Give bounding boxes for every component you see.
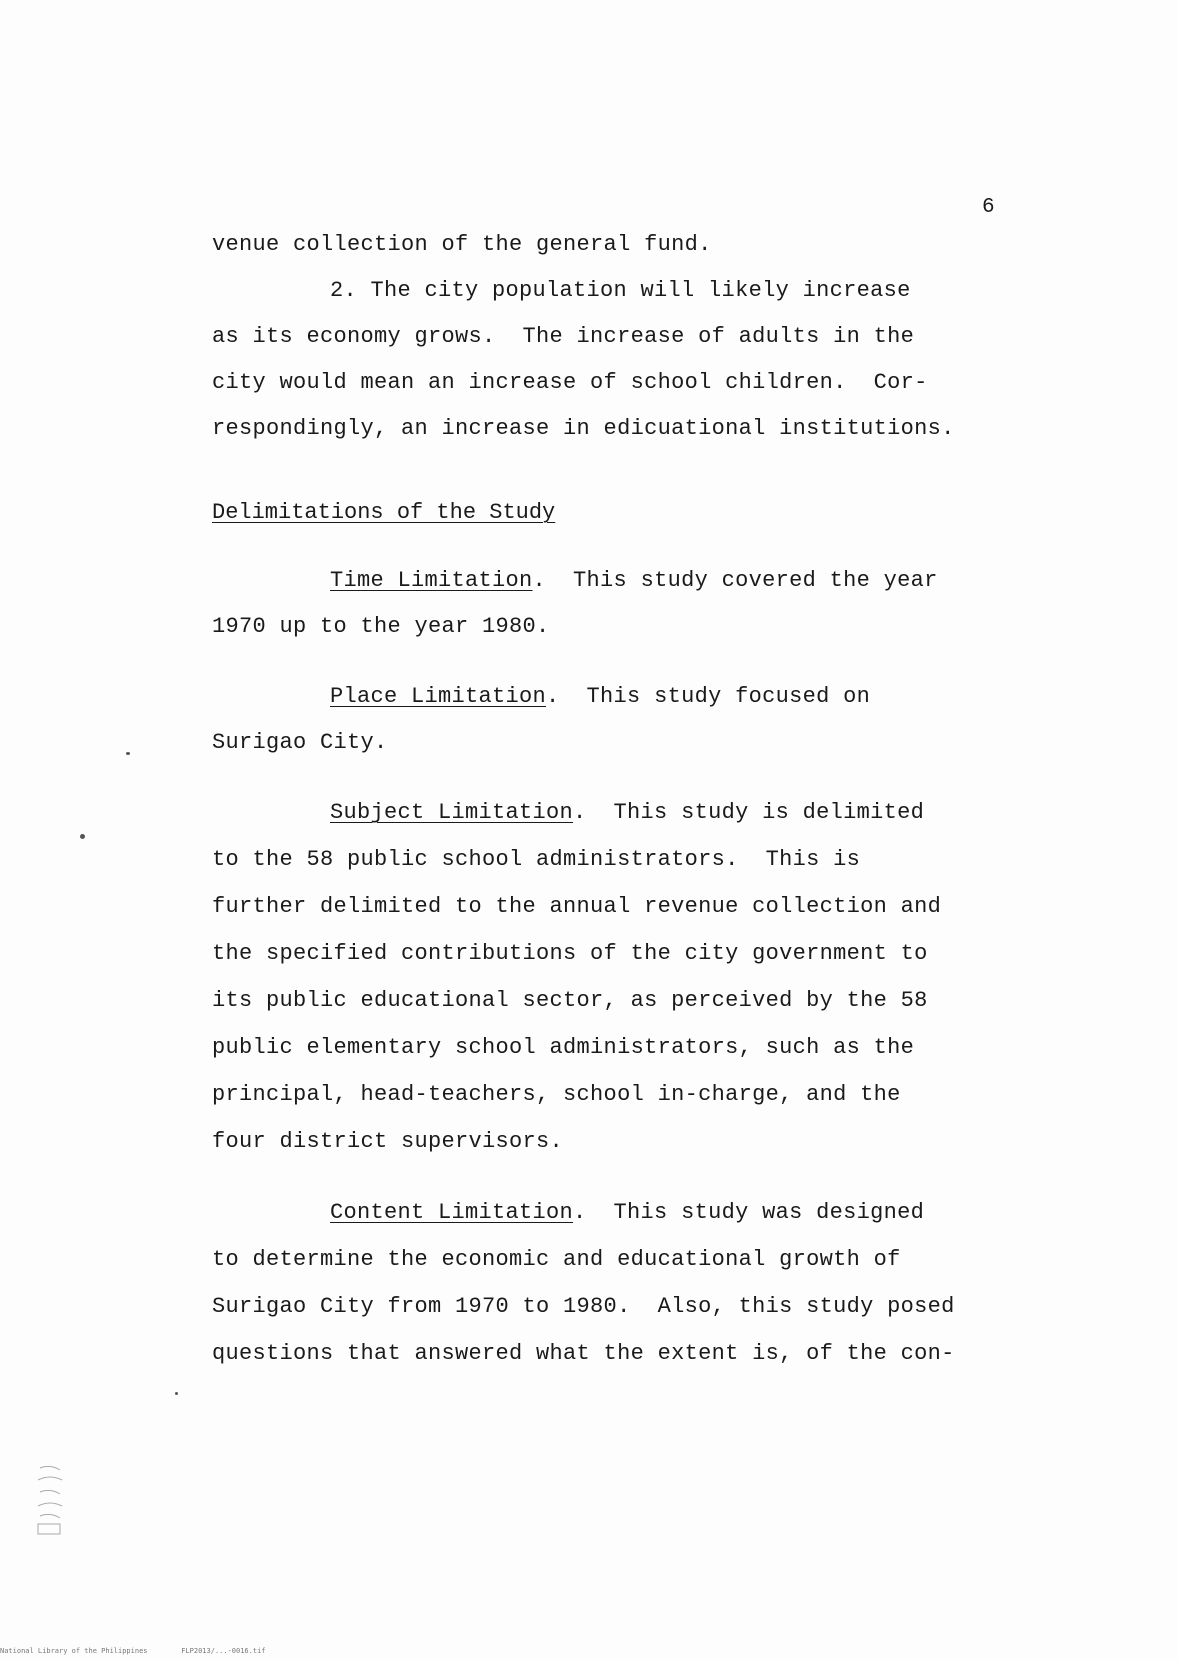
paragraph-line: further delimited to the annual revenue collection and [212, 894, 942, 919]
scan-footer: National Library of the Philippines FLP2013/...-0016.tif [0, 1647, 266, 1655]
paragraph-line: four district supervisors. [212, 1129, 564, 1154]
paragraph-line: city would mean an increase of school children. Cor- [212, 370, 928, 395]
scan-speck [126, 752, 130, 755]
library-stamp-icon [34, 1462, 70, 1538]
scan-speck [175, 1392, 178, 1395]
paragraph-line: venue collection of the general fund. [212, 232, 712, 257]
paragraph-line: Surigao City from 1970 to 1980. Also, this study posed [212, 1294, 955, 1319]
content-limitation-text: . This study was designed [573, 1200, 925, 1225]
paragraph-line: principal, head-teachers, school in-charge, and the [212, 1082, 901, 1107]
paragraph-line: to the 58 public school administrators. This is [212, 847, 861, 872]
content-limitation-line [330, 1200, 924, 1225]
subject-limitation-text: . This study is delimited [573, 800, 925, 825]
paragraph-line: to determine the economic and educational growth of [212, 1247, 901, 1272]
subject-limitation-line [330, 800, 924, 825]
paragraph-line: respondingly, an increase in edicuational institutions. [212, 416, 955, 441]
paragraph-line: public elementary school administrators, such as the [212, 1035, 915, 1060]
section-heading: Delimitations of the Study [212, 500, 556, 525]
time-limitation-text: . This study covered the year [532, 568, 938, 593]
time-limitation-label: Time Limitation [330, 568, 533, 593]
scan-speck [80, 834, 85, 839]
paragraph-line: Surigao City. [212, 730, 388, 755]
subject-limitation-label: Subject Limitation [330, 800, 574, 825]
page-number: 6 [982, 196, 995, 219]
paragraph-line: 2. The city population will likely increase [330, 278, 911, 303]
time-limitation-line [330, 568, 938, 593]
content-limitation-label: Content Limitation [330, 1200, 574, 1225]
place-limitation-line [330, 684, 870, 709]
paragraph-line: as its economy grows. The increase of adults in the [212, 324, 915, 349]
paragraph-line: 1970 up to the year 1980. [212, 614, 550, 639]
paragraph-line: questions that answered what the extent is, of the con- [212, 1341, 955, 1366]
paragraph-line: its public educational sector, as perceived by the 58 [212, 988, 928, 1013]
paragraph-line: the specified contributions of the city government to [212, 941, 928, 966]
place-limitation-text: . This study focused on [546, 684, 871, 709]
place-limitation-label: Place Limitation [330, 684, 547, 709]
